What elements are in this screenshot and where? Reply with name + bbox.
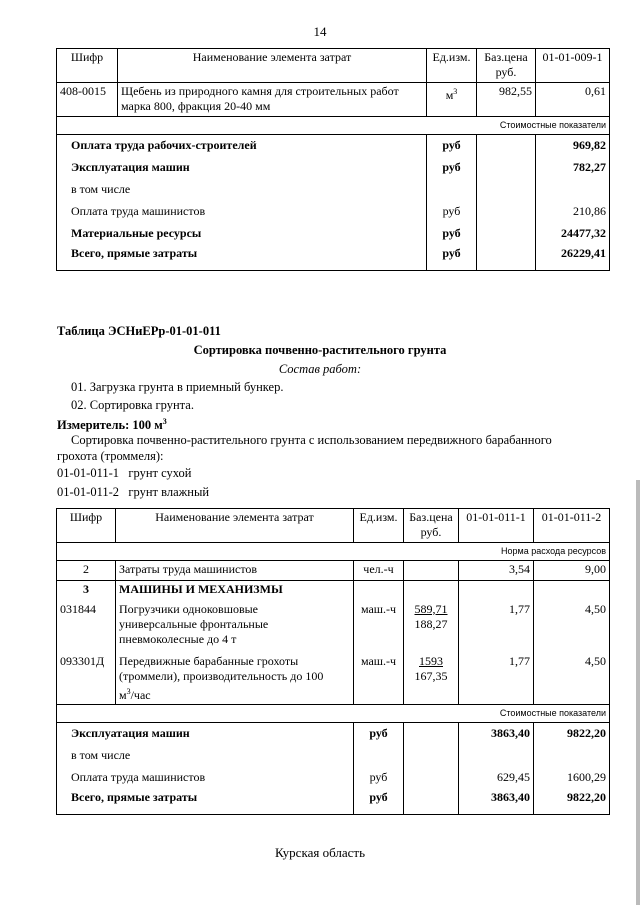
row-label: Всего, прямые затраты (57, 245, 427, 271)
table-row (57, 245, 610, 271)
table-row (57, 745, 610, 767)
header-code: Шифр (57, 49, 118, 83)
composition-heading: Состав работ: (278, 362, 362, 376)
row-label: Эксплуатация машин (57, 157, 427, 179)
variant-1: 01-01-011-1 грунт сухой (57, 466, 192, 480)
row-unit: руб (427, 157, 477, 179)
table-row (57, 767, 610, 789)
machine-name: Передвижные барабанные грохоты (троммели), производительность до 100 $м^3$/час (116, 653, 354, 705)
group-code: 3 (57, 581, 116, 601)
machine-v2: 4,50 (534, 653, 610, 705)
machine-code: 031844 (57, 601, 116, 653)
work-step: 02. Сортировка грунта. (71, 398, 194, 412)
section-label: Стоимостные показатели (57, 117, 610, 135)
header-name: Наименование элемента затрат (116, 509, 354, 543)
work-step: 01. Загрузка грунта в приемный бункер. (71, 380, 284, 394)
row-label: Всего, прямые затраты (57, 789, 354, 815)
table-row (57, 223, 610, 245)
table-row (57, 601, 610, 653)
material-price: 982,55 (477, 83, 536, 117)
header-col-1: 01-01-009-1 (536, 49, 610, 83)
footer-region: Курская область (274, 845, 365, 860)
machine-price: 1593 167,35 (404, 653, 459, 705)
row-label: Материальные ресурсы (57, 223, 427, 245)
row-label: Оплата труда машинистов (57, 767, 354, 789)
description-line-1: Сортировка почвенно-растительного грунта с использованием передвижного барабанного (71, 433, 552, 447)
header-code: Шифр (57, 509, 116, 543)
machine-name: Погрузчики одноковшовые универсальные фронтальные пневмоколесные до 4 т (116, 601, 354, 653)
machine-v1: 1,77 (459, 653, 534, 705)
table-row (57, 83, 610, 117)
cost-table-1 (56, 48, 610, 271)
description-line-2: грохота (троммеля): (57, 449, 164, 463)
row-v2: 9822,20 (534, 789, 610, 815)
labor-unit: чел.-ч (354, 561, 404, 581)
row-value: 26229,41 (536, 245, 610, 271)
row-v1: 3863,40 (459, 789, 534, 815)
row-label: Оплата труда машинистов (57, 201, 427, 223)
row-v2: 9822,20 (534, 723, 610, 745)
row-value: 969,82 (536, 135, 610, 157)
row-label: Эксплуатация машин (57, 723, 354, 745)
row-unit: руб (427, 135, 477, 157)
row-unit: руб (427, 201, 477, 223)
material-name: Щебень из природного камня для строительных работ марка 800, фракция 20-40 мм (118, 83, 427, 117)
row-v1: 3863,40 (459, 723, 534, 745)
header-unit: Ед.изм. (354, 509, 404, 543)
variant-2: 01-01-011-2 грунт влажный (57, 485, 210, 499)
labor-v2: 9,00 (534, 561, 610, 581)
table-row (57, 157, 610, 179)
material-value: 0,61 (536, 83, 610, 117)
machine-unit: маш.-ч (354, 653, 404, 705)
row-v1: 629,45 (459, 767, 534, 789)
table-row (57, 789, 610, 815)
table-row (57, 561, 610, 581)
table-row (57, 653, 610, 705)
machine-code: 093301Д (57, 653, 116, 705)
labor-v1: 3,54 (459, 561, 534, 581)
table-row (57, 581, 610, 601)
labor-code: 2 (57, 561, 116, 581)
section-subtitle: Сортировка почвенно-растительного грунта (193, 343, 447, 357)
norm-label: Норма расхода ресурсов (57, 543, 610, 561)
row-unit: руб (354, 767, 404, 789)
header-unit: Ед.изм. (427, 49, 477, 83)
table-row (57, 135, 610, 157)
row-unit: руб (354, 723, 404, 745)
row-label: в том числе (57, 745, 354, 767)
machine-v1: 1,77 (459, 601, 534, 653)
machine-v2: 4,50 (534, 601, 610, 653)
cost-table-2 (56, 508, 610, 815)
material-unit: $м^3$ (427, 83, 477, 117)
section-label: Стоимостные показатели (57, 705, 610, 723)
row-value: 24477,32 (536, 223, 610, 245)
row-value: 210,86 (536, 201, 610, 223)
row-unit: руб (427, 245, 477, 271)
labor-name: Затраты труда машинистов (116, 561, 354, 581)
header-col-1: 01-01-011-1 (459, 509, 534, 543)
scan-edge (636, 480, 640, 905)
row-label: в том числе (57, 179, 427, 201)
header-price: Баз.цена руб. (404, 509, 459, 543)
page-number: 14 (313, 24, 327, 39)
row-unit: руб (427, 223, 477, 245)
row-v2: 1600,29 (534, 767, 610, 789)
machine-price: 589,71 188,27 (404, 601, 459, 653)
header-col-2: 01-01-011-2 (534, 509, 610, 543)
measurer: Измеритель: 100 $м^3$ (57, 417, 167, 433)
machine-unit: маш.-ч (354, 601, 404, 653)
table-title: Таблица ЭСНиЕРр-01-01-011 (57, 324, 221, 338)
table-row (57, 179, 610, 201)
table-row (57, 201, 610, 223)
row-unit: руб (354, 789, 404, 815)
row-label: Оплата труда рабочих-строителей (57, 135, 427, 157)
row-value: 782,27 (536, 157, 610, 179)
header-price: Баз.цена руб. (477, 49, 536, 83)
group-name: МАШИНЫ И МЕХАНИЗМЫ (116, 581, 354, 601)
table-row (57, 723, 610, 745)
header-name: Наименование элемента затрат (118, 49, 427, 83)
material-code: 408-0015 (57, 83, 118, 117)
